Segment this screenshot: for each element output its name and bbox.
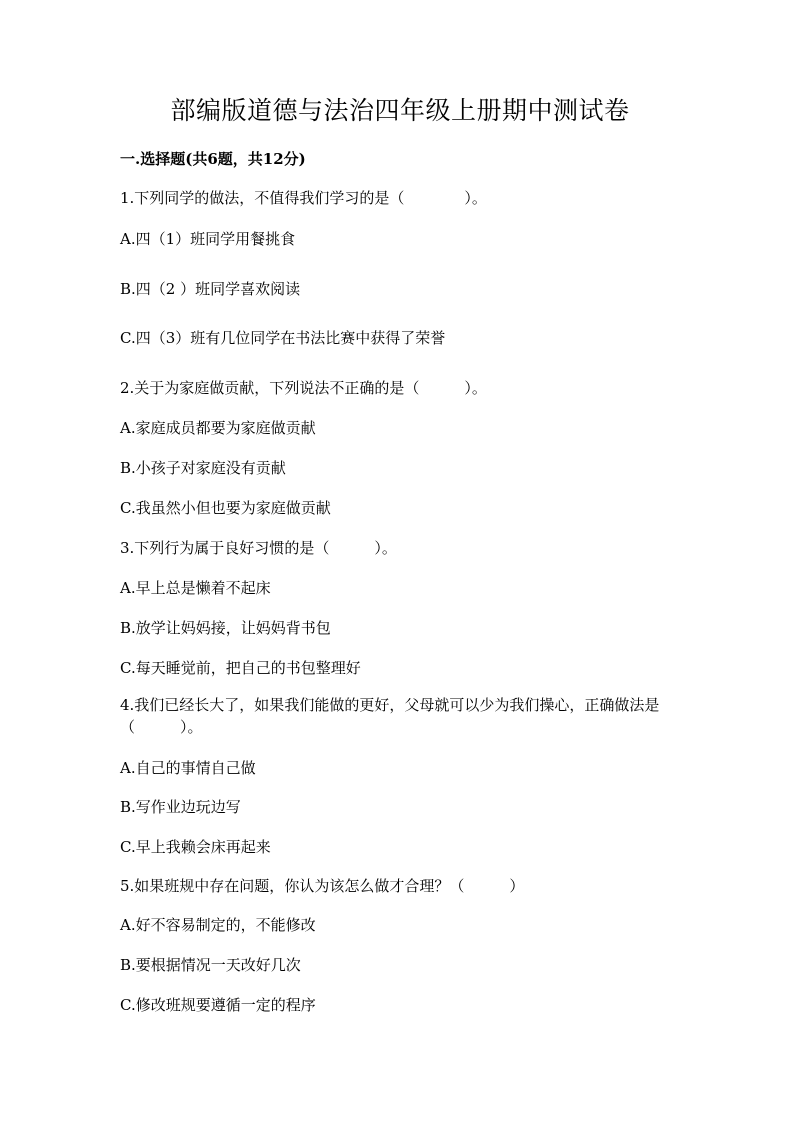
question-3-option-c: C.每天睡觉前，把自己的书包整理好: [120, 659, 361, 677]
question-4-option-c: C.早上我赖会床再起来: [120, 838, 271, 856]
question-3-option-a: A.早上总是懒着不起床: [120, 579, 271, 597]
question-5-option-a: A.好不容易制定的，不能修改: [120, 916, 316, 934]
question-1-stem: 1.下列同学的做法，不值得我们学习的是（ ）。: [120, 189, 487, 207]
question-2-stem: 2.关于为家庭做贡献，下列说法不正确的是（ ）。: [120, 379, 487, 397]
section-heading: 一.选择题(共6题，共12分): [120, 150, 306, 168]
question-4-option-a: A.自己的事情自己做: [120, 759, 256, 777]
question-1-option-a: A.四（1）班同学用餐挑食: [120, 230, 296, 248]
question-2-option-c: C.我虽然小但也要为家庭做贡献: [120, 499, 331, 517]
question-2-option-a: A.家庭成员都要为家庭做贡献: [120, 419, 316, 437]
question-1-option-b: B.四（2 ）班同学喜欢阅读: [120, 280, 301, 298]
question-1-option-c: C.四（3）班有几位同学在书法比赛中获得了荣誉: [120, 329, 446, 347]
question-4-stem: 4.我们已经长大了，如果我们能做的更好，父母就可以少为我们操心，正确做法是（ ）。: [120, 696, 660, 736]
question-3-option-b: B.放学让妈妈接，让妈妈背书包: [120, 619, 331, 637]
question-4-option-b: B.写作业边玩边写: [120, 798, 241, 816]
question-5-stem: 5.如果班规中存在问题，你认为该怎么做才合理？（ ）: [120, 877, 525, 895]
page-title: 部编版道德与法治四年级上册期中测试卷: [170, 96, 630, 125]
question-3-stem: 3.下列行为属于良好习惯的是（ ）。: [120, 539, 397, 557]
question-5-option-b: B.要根据情况一天改好几次: [120, 956, 301, 974]
question-5-option-c: C.修改班规要遵循一定的程序: [120, 996, 316, 1014]
question-2-option-b: B.小孩子对家庭没有贡献: [120, 459, 286, 477]
